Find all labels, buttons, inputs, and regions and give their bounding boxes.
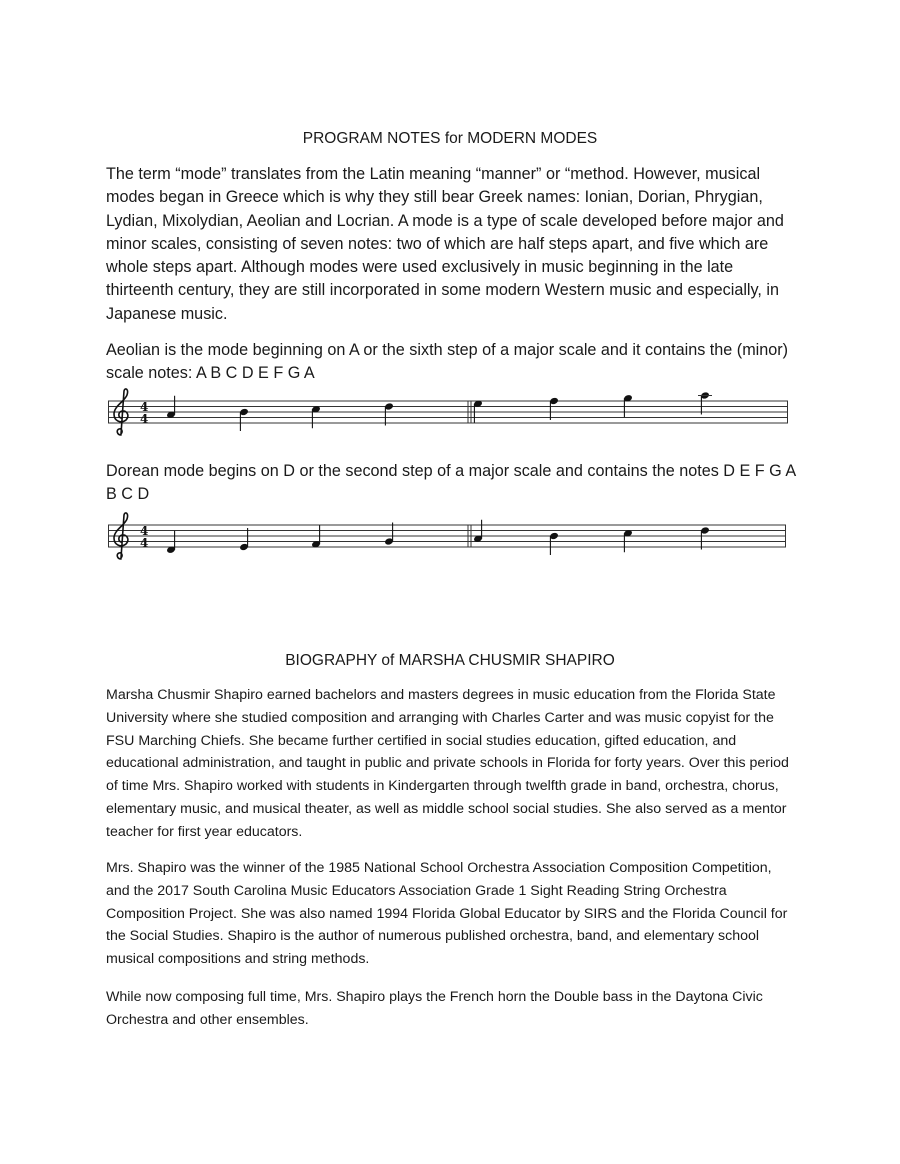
modes-intro-paragraph: The term “mode” translates from the Latin meaning “manner” or “method. However, musical modes began in Greece which is why they still bear Greek names: Ionian, Dorian, Phrygian, Lydian, Mixolydian, Aeolian and Locrian. A mode is a type of scale developed before major and minor scales, consisting of seven notes: two of which are half steps apart, and five which are whole steps apart. Although modes were used exclusively in music beginning in the late thirteenth century, they are still incorporated in some modern Western music and especially, in Japanese music.	[106, 165, 784, 323]
note-F5	[549, 397, 559, 420]
note-F4	[311, 525, 321, 548]
note-G5	[623, 394, 633, 417]
note-A4	[473, 520, 483, 543]
program-notes-title: PROGRAM NOTES for MODERN MODES	[302, 130, 598, 147]
biography-paragraph-2: Mrs. Shapiro was the winner of the 1985 National School Orchestra Association Composition Competition, and the 2017 South Carolina Music Educators Association Grade 1 Sight Reading String Orchestra Composition Project. She was also named 1994 Florida Global Educator by SIRS and the Florida Council for the Social Studies. Shapiro is the author of numerous published orchestra, band, and elementary school musical compositions and string methods.	[106, 860, 788, 968]
time-signature	[140, 400, 148, 426]
dorian-description: Dorean mode begins on D or the second step of a major scale and contains the notes D E F G A B C D	[106, 462, 796, 504]
note-G4	[384, 523, 394, 546]
note-A5	[698, 391, 712, 414]
aeolian-description: Aeolian is the mode beginning on A or the sixth step of a major scale and it contains the (minor) scale notes: A B C D E F G A	[106, 341, 789, 383]
note-B4	[549, 532, 559, 555]
note-D4	[166, 531, 176, 554]
aeolian-notes	[166, 391, 712, 431]
note-C5	[311, 405, 321, 428]
note-D5	[700, 526, 710, 549]
biography-paragraph-1: Marsha Chusmir Shapiro earned bachelors and masters degrees in music education from the Florida State University where she studied composition and arranging with Charles Carter and was music copyist for the FSU Marching Chiefs. She became further certified in social studies education, gifted education, and educational administration, and taught in public and private schools in Florida for forty years. Over this period of time Mrs. Shapiro worked with students in Kindergarten through twelfth grade in band, orchestra, chorus, elementary music, and musical theater, as well as middle school social studies. She also served as a mentor teacher for first year educators.	[106, 687, 789, 840]
biography-title: BIOGRAPHY of MARSHA CHUSMIR SHAPIRO	[285, 652, 615, 669]
staff-lines	[108, 525, 786, 547]
note-D5	[384, 402, 394, 425]
note-A4	[166, 396, 176, 419]
time-signature-top: 4	[140, 400, 149, 414]
dorian-staff-svg	[108, 510, 792, 568]
note-B4	[239, 408, 249, 431]
time-signature-top: 4	[140, 524, 149, 538]
time-signature	[140, 524, 148, 550]
time-signature-bottom: 4	[140, 412, 149, 426]
note-E4	[239, 528, 249, 551]
note-C5	[623, 529, 633, 552]
dorian-staff	[108, 510, 792, 568]
aeolian-staff-svg	[108, 386, 792, 444]
aeolian-staff	[108, 386, 792, 444]
staff-lines	[108, 401, 788, 423]
note-E5	[473, 400, 483, 423]
time-signature-bottom: 4	[140, 536, 149, 550]
biography-paragraph-3: While now composing full time, Mrs. Shapiro plays the French horn the Double bass in the Daytona Civic Orchestra and other ensembles.	[106, 989, 763, 1028]
